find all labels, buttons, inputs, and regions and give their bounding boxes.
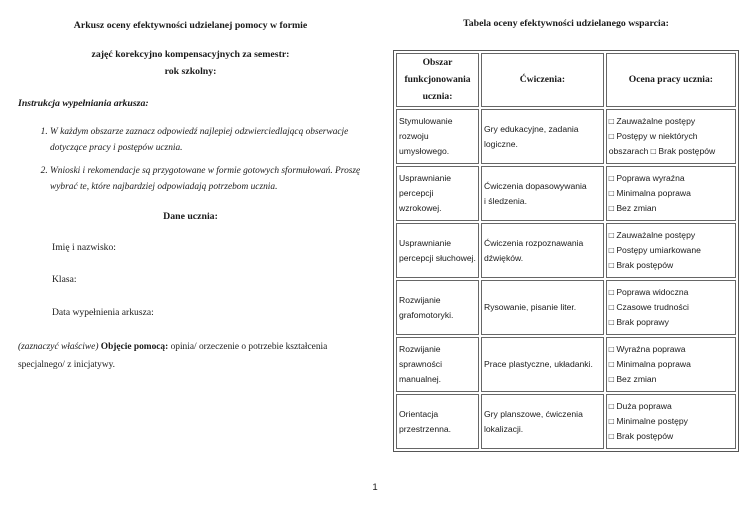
support-options: opinia/ orzeczenie o potrzebie kształcenia specjalnego/ z inicjatywy.: [18, 342, 328, 371]
document-title: Arkusz oceny efektywności udzielanej pomocy w formie: [73, 20, 308, 31]
instructions-list: [18, 124, 363, 196]
field-name-label: Imię i nazwisko:: [52, 241, 116, 253]
page-number: 1: [372, 482, 378, 493]
instruction-item: 2. Wnioski i rekomendacje są przygotowane w formie gotowych sformułowań. Proszę wybrać te, które najbardziej odpowiadają potrzebom ucznia.: [50, 163, 363, 196]
rating-option[interactable]: □ Brak postępów: [608, 431, 674, 442]
rating-option[interactable]: □ Minimalna poprawa: [608, 188, 691, 199]
left-column: [18, 18, 363, 375]
rating-option[interactable]: □ Poprawa widoczna: [608, 287, 689, 298]
rating-option[interactable]: □ Bez zmian: [608, 203, 657, 214]
rating-option[interactable]: □ Wyraźna poprawa: [608, 344, 686, 355]
cell-area: Rozwijanie grafomotoryki.: [396, 280, 479, 335]
cell-area: Usprawnianie percepcji słuchowej.: [396, 223, 479, 278]
student-data-heading: Dane ucznia:: [163, 211, 218, 223]
rating-option[interactable]: □ Zauważalne postępy: [608, 116, 696, 127]
rating-option[interactable]: □ Poprawa wyraźna: [608, 173, 685, 184]
cell-rating: [606, 280, 736, 335]
table-row: [396, 394, 736, 449]
cell-rating: [606, 109, 736, 164]
cell-area: Stymulowanie rozwoju umysłowego.: [396, 109, 479, 164]
table-row: [396, 280, 736, 335]
rating-option[interactable]: □ Bez zmian: [608, 374, 657, 385]
table-header-row: [396, 53, 736, 107]
cell-area: Rozwijanie sprawności manualnej.: [396, 337, 479, 392]
instructions-heading: Instrukcja wypełniania arkusza:: [18, 98, 149, 110]
table-title: Tabela oceny efektywności udzielanego wsparcia:: [463, 18, 669, 29]
cell-rating: [606, 394, 736, 449]
support-label: Objęcie pomocą:: [100, 342, 169, 353]
cell-rating: [606, 223, 736, 278]
table-row: [396, 109, 736, 164]
cell-rating: [606, 166, 736, 221]
instruction-item: 1. W każdym obszarze zaznacz odpowiedź najlepiej odzwierciedlającą obserwacje dotyczące pracy i postępów ucznia.: [50, 124, 363, 157]
cell-exercises: Ćwiczenia rozpoznawania dźwięków.: [481, 223, 604, 278]
cell-area: Usprawnianie percepcji wzrokowej.: [396, 166, 479, 221]
cell-area: Orientacja przestrzenna.: [396, 394, 479, 449]
rating-option[interactable]: □ Postępy umiarkowane: [608, 245, 701, 256]
field-class-label: Klasa:: [52, 274, 77, 286]
header-area: Obszar funkcjonowania ucznia:: [396, 53, 479, 107]
table-row: [396, 166, 736, 221]
cell-exercises: Rysowanie, pisanie liter.: [481, 280, 604, 335]
header-rating: Ocena pracy ucznia:: [606, 53, 736, 107]
cell-exercises: Ćwiczenia dopasowywania i śledzenia.: [481, 166, 604, 221]
rating-option[interactable]: □ Minimalna poprawa: [608, 359, 691, 370]
document-subtitle: [18, 47, 363, 80]
support-hint: (zaznaczyć właściwe): [18, 342, 99, 353]
rating-option[interactable]: □ Brak postępów: [608, 260, 674, 271]
rating-option[interactable]: □ Czasowe trudności: [608, 302, 689, 313]
table-row: [396, 337, 736, 392]
rating-option[interactable]: □ Duża poprawa: [608, 401, 672, 412]
cell-exercises: Prace plastyczne, układanki.: [481, 337, 604, 392]
rating-option[interactable]: obszarach □ Brak postępów: [608, 146, 716, 157]
rating-option[interactable]: □ Postępy w niektórych: [608, 131, 698, 142]
cell-exercises: Gry edukacyjne, zadania logiczne.: [481, 109, 604, 164]
assessment-table: [393, 50, 739, 452]
semester-line: zajęć korekcyjno kompensacyjnych za semestr:: [91, 49, 290, 61]
header-exercises: Ćwiczenia:: [481, 53, 604, 107]
field-date-label: Data wypełnienia arkusza:: [52, 307, 154, 319]
rating-option[interactable]: □ Brak poprawy: [608, 317, 669, 328]
cell-exercises: Gry planszowe, ćwiczenia lokalizacji.: [481, 394, 604, 449]
support-type-line: [18, 339, 363, 375]
rating-option[interactable]: □ Minimalne postępy: [608, 416, 688, 427]
table-row: [396, 223, 736, 278]
school-year-line: rok szkolny:: [164, 65, 217, 77]
cell-rating: [606, 337, 736, 392]
rating-option[interactable]: □ Zauważalne postępy: [608, 230, 696, 241]
